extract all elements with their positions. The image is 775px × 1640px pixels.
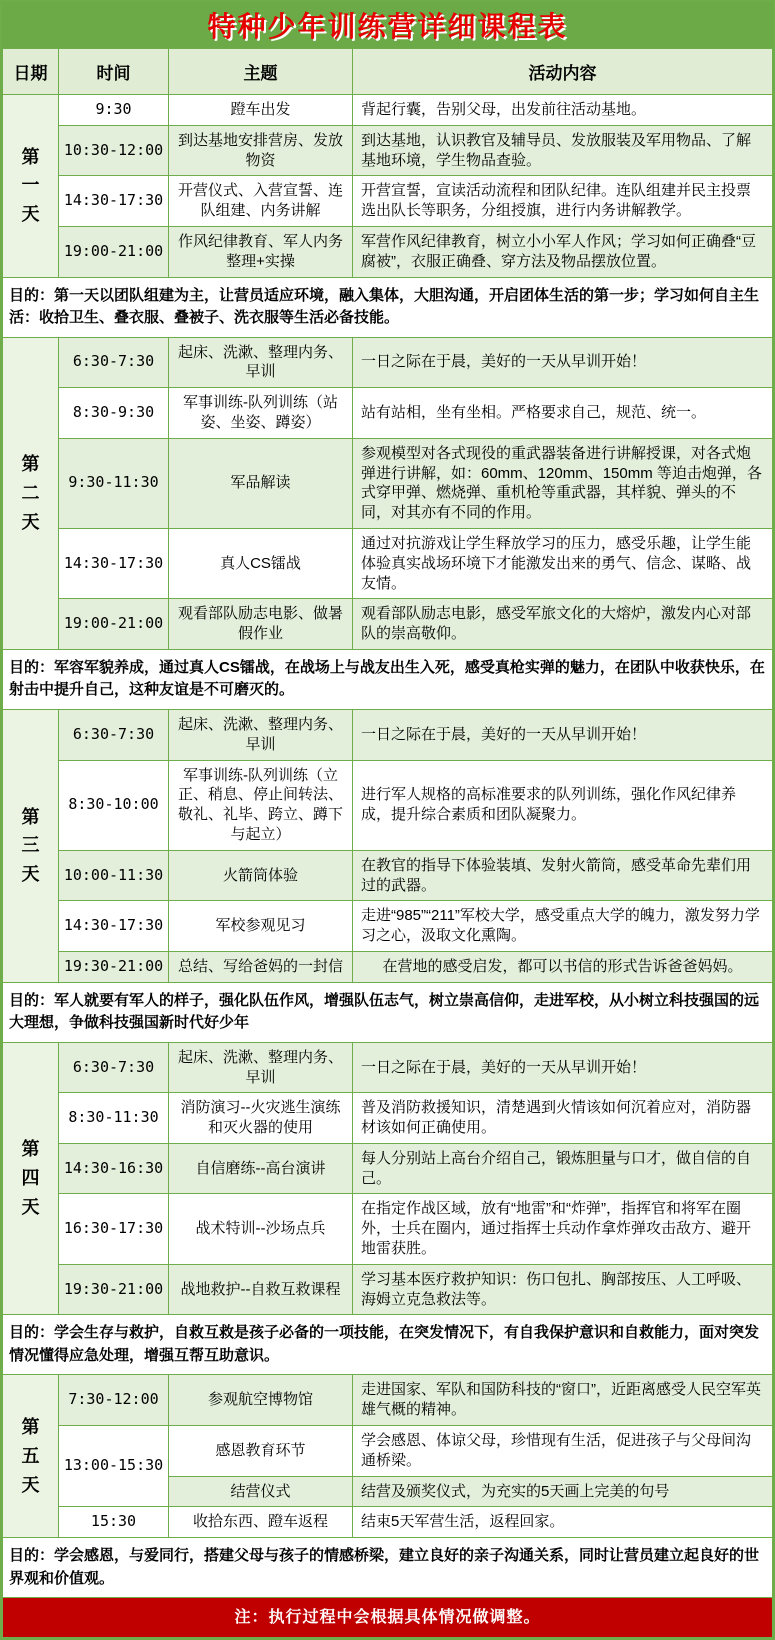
purpose-text: 目的：军容军貌养成，通过真人CS镭战，在战场上与战友出生入死，感受真枪实弹的魅力，在团队中收获快乐，在射击中提升自己，这种友谊是不可磨灭的。 (3, 649, 773, 709)
content-cell: 进行军人规格的高标准要求的队列训练，强化作风纪律养成，提升综合素质和团队凝聚力。 (353, 760, 773, 850)
col-header-time: 时间 (59, 49, 169, 95)
topic-cell: 自信磨练--高台演讲 (169, 1143, 353, 1194)
day-label-char: 天 (21, 511, 40, 532)
topic-cell: 军品解读 (169, 438, 353, 528)
topic-cell: 军事训练-队列训练（站姿、坐姿、蹲姿） (169, 388, 353, 439)
day-label-char: 第 (21, 806, 40, 827)
content-cell: 到达基地，认识教官及辅导员、发放服装及军用物品、了解基地环境，学生物品查验。 (353, 125, 773, 176)
content-cell: 通过对抗游戏让学生释放学习的压力，感受乐趣，让学生能体验真实战场环境下才能激发出来的勇气、信念、谋略、战友情。 (353, 528, 773, 598)
content-cell: 在教官的指导下体验装填、发射火箭筒，感受革命先辈们用过的武器。 (353, 850, 773, 901)
time-cell: 19:30-21:00 (59, 1264, 169, 1315)
time-cell: 16:30-17:30 (59, 1194, 169, 1264)
day-label-char: 三 (21, 835, 40, 856)
topic-cell: 消防演习--火灾逃生演练和灭火器的使用 (169, 1093, 353, 1144)
purpose-row (3, 1315, 773, 1375)
day-label-char: 天 (21, 1474, 40, 1495)
content-cell: 在营地的感受启发，都可以书信的形式告诉爸爸妈妈。 (353, 951, 773, 982)
day-label-cell (3, 95, 59, 278)
col-header-content: 活动内容 (353, 49, 773, 95)
schedule-row (3, 337, 773, 388)
day-label-char: 第 (21, 1139, 40, 1160)
time-cell: 6:30-7:30 (59, 337, 169, 388)
schedule-row (3, 901, 773, 952)
topic-cell: 到达基地安排营房、发放物资 (169, 125, 353, 176)
day-label-char: 天 (21, 204, 40, 225)
content-cell: 在指定作战区域，放有“地雷”和“炸弹”，指挥官和将军在圈外，士兵在圈内，通过指挥士兵动作拿炸弹攻击敌方、避开地雷获胜。 (353, 1194, 773, 1264)
col-header-topic: 主题 (169, 49, 353, 95)
topic-cell: 真人CS镭战 (169, 528, 353, 598)
content-cell: 学会感恩、体谅父母，珍惜现有生活，促进孩子与父母间沟通桥梁。 (353, 1426, 773, 1477)
time-cell: 7:30-12:00 (59, 1375, 169, 1426)
day-label-char: 第 (21, 454, 40, 475)
schedule-row (3, 528, 773, 598)
day-label-cell (3, 1042, 59, 1315)
topic-cell: 收拾东西、蹬车返程 (169, 1507, 353, 1538)
content-cell: 参观模型对各式现役的重武器装备进行讲解授课，对各式炮弹进行讲解，如：60mm、120mm、150mm 等迫击炮弹，各式穿甲弹、燃烧弹、重机枪等重武器，其样貌、弹头的不同，对其亦有不同的作用。 (353, 438, 773, 528)
content-cell: 普及消防救援知识，清楚遇到火情该如何沉着应对，消防器材该如何正确使用。 (353, 1093, 773, 1144)
schedule-row (3, 1264, 773, 1315)
day-label-cell (3, 1375, 59, 1538)
content-cell: 走进“985”“211”军校大学，感受重点大学的魄力，激发努力学习之心，汲取文化熏陶。 (353, 901, 773, 952)
topic-cell: 观看部队励志电影、做暑假作业 (169, 599, 353, 650)
footer-row (3, 1598, 773, 1638)
header-row (3, 49, 773, 95)
schedule-row (3, 709, 773, 760)
time-cell: 19:00-21:00 (59, 599, 169, 650)
schedule-row (3, 176, 773, 227)
content-cell: 学习基本医疗救护知识：伤口包扎、胸部按压、人工呼吸、海姆立克急救法等。 (353, 1264, 773, 1315)
topic-cell: 起床、洗漱、整理内务、早训 (169, 337, 353, 388)
purpose-text: 目的：学会感恩，与爱同行，搭建父母与孩子的情感桥梁，建立良好的亲子沟通关系，同时让营员建立起良好的世界观和价值观。 (3, 1538, 773, 1598)
time-cell: 8:30-9:30 (59, 388, 169, 439)
purpose-text: 目的：第一天以团队组建为主，让营员适应环境，融入集体，大胆沟通，开启团体生活的第一步；学习如何自主生活：收拾卫生、叠衣服、叠被子、洗衣服等生活必备技能。 (3, 277, 773, 337)
content-cell: 观看部队励志电影，感受军旅文化的大熔炉，激发内心对部队的崇高敬仰。 (353, 599, 773, 650)
time-cell: 19:30-21:00 (59, 951, 169, 982)
time-cell: 14:30-17:30 (59, 901, 169, 952)
schedule-row (3, 1093, 773, 1144)
schedule-row (3, 1507, 773, 1538)
day-label-char: 一 (21, 175, 40, 196)
content-cell: 走进国家、军队和国防科技的“窗口”，近距离感受人民空军英雄气概的精神。 (353, 1375, 773, 1426)
schedule-row (3, 1375, 773, 1426)
content-cell: 背起行囊，告别父母，出发前往活动基地。 (353, 95, 773, 126)
schedule-row (3, 1426, 773, 1477)
content-cell: 结营及颁奖仪式，为充实的5天画上完美的句号 (353, 1476, 773, 1507)
time-cell: 8:30-10:00 (59, 760, 169, 850)
time-cell: 10:30-12:00 (59, 125, 169, 176)
schedule-row (3, 599, 773, 650)
day-label-char: 第 (21, 146, 40, 167)
content-cell: 开营宣誓，宣读活动流程和团队纪律。连队组建并民主投票选出队长等职务，分组授旗，进行内务讲解教学。 (353, 176, 773, 227)
schedule-row (3, 95, 773, 126)
day-label-char: 天 (21, 864, 40, 885)
topic-cell: 作风纪律教育、军人内务整理+实操 (169, 226, 353, 277)
schedule-row (3, 1143, 773, 1194)
purpose-row (3, 649, 773, 709)
topic-cell: 总结、写给爸妈的一封信 (169, 951, 353, 982)
purpose-text: 目的：军人就要有军人的样子，强化队伍作风，增强队伍志气，树立崇高信仰，走进军校，从小树立科技强国的远大理想，争做科技强国新时代好少年 (3, 982, 773, 1042)
schedule-row (3, 226, 773, 277)
topic-cell: 战术特训--沙场点兵 (169, 1194, 353, 1264)
purpose-row (3, 982, 773, 1042)
time-cell: 14:30-16:30 (59, 1143, 169, 1194)
purpose-row (3, 1538, 773, 1598)
day-label-char: 天 (21, 1196, 40, 1217)
schedule-row (3, 1042, 773, 1093)
day-label-char: 四 (21, 1168, 40, 1189)
schedule-row (3, 760, 773, 850)
topic-cell: 蹬车出发 (169, 95, 353, 126)
topic-cell: 开营仪式、入营宣誓、连队组建、内务讲解 (169, 176, 353, 227)
topic-cell: 军校参观见习 (169, 901, 353, 952)
day-label-char: 第 (21, 1417, 40, 1438)
topic-cell: 军事训练-队列训练（立正、稍息、停止间转法、敬礼、礼毕、跨立、蹲下与起立） (169, 760, 353, 850)
schedule-row (3, 125, 773, 176)
time-cell: 13:00-15:30 (59, 1426, 169, 1507)
schedule-row (3, 1194, 773, 1264)
time-cell: 9:30 (59, 95, 169, 126)
title-bar (2, 2, 773, 48)
schedule-row (3, 850, 773, 901)
footer-note: 注：执行过程中会根据具体情况做调整。 (3, 1598, 773, 1638)
topic-cell: 结营仪式 (169, 1476, 353, 1507)
time-cell: 10:00-11:30 (59, 850, 169, 901)
content-cell: 一日之际在于晨，美好的一天从早训开始！ (353, 1042, 773, 1093)
purpose-text: 目的：学会生存与救护，自救互救是孩子必备的一项技能，在突发情况下，有自我保护意识和自救能力，面对突发情况懂得应急处理，增强互帮互助意识。 (3, 1315, 773, 1375)
content-cell: 一日之际在于晨，美好的一天从早训开始！ (353, 709, 773, 760)
schedule-row (3, 438, 773, 528)
topic-cell: 起床、洗漱、整理内务、早训 (169, 1042, 353, 1093)
content-cell: 站有站相，坐有坐相。严格要求自己，规范、统一。 (353, 388, 773, 439)
time-cell: 8:30-11:30 (59, 1093, 169, 1144)
purpose-row (3, 277, 773, 337)
content-cell: 一日之际在于晨，美好的一天从早训开始！ (353, 337, 773, 388)
schedule-row (3, 951, 773, 982)
topic-cell: 感恩教育环节 (169, 1426, 353, 1477)
day-label-cell (3, 337, 59, 649)
topic-cell: 参观航空博物馆 (169, 1375, 353, 1426)
time-cell: 9:30-11:30 (59, 438, 169, 528)
time-cell: 6:30-7:30 (59, 1042, 169, 1093)
page-title: 特种少年训练营详细课程表 (207, 11, 568, 42)
time-cell: 19:00-21:00 (59, 226, 169, 277)
time-cell: 14:30-17:30 (59, 528, 169, 598)
content-cell: 军营作风纪律教育，树立小小军人作风；学习如何正确叠“豆腐被”，衣服正确叠、穿方法及物品摆放位置。 (353, 226, 773, 277)
content-cell: 结束5天军营生活，返程回家。 (353, 1507, 773, 1538)
day-label-cell (3, 709, 59, 982)
schedule-row (3, 388, 773, 439)
content-cell: 每人分别站上高台介绍自己，锻炼胆量与口才，做自信的自己。 (353, 1143, 773, 1194)
topic-cell: 起床、洗漱、整理内务、早训 (169, 709, 353, 760)
col-header-date: 日期 (3, 49, 59, 95)
day-label-char: 二 (21, 482, 40, 503)
time-cell: 14:30-17:30 (59, 176, 169, 227)
time-cell: 15:30 (59, 1507, 169, 1538)
time-cell: 6:30-7:30 (59, 709, 169, 760)
topic-cell: 战地救护--自救互救课程 (169, 1264, 353, 1315)
day-label-char: 五 (21, 1445, 40, 1466)
topic-cell: 火箭筒体验 (169, 850, 353, 901)
schedule-table (2, 48, 773, 1638)
